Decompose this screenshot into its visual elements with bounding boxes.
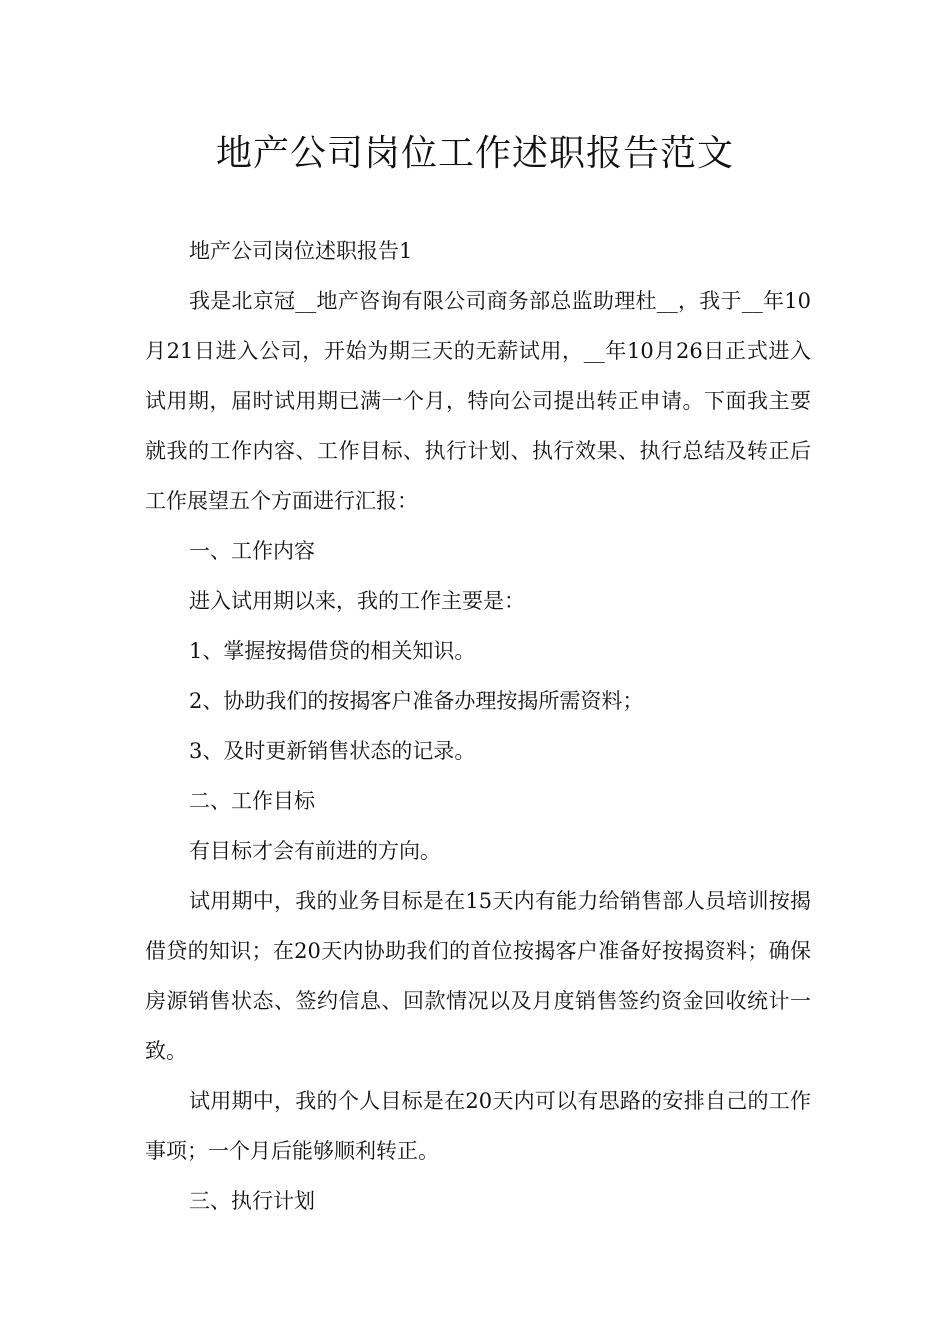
section-heading-work-content: 一、工作内容 bbox=[189, 539, 315, 563]
list-item-1: 1、掌握按揭借贷的相关知识。 bbox=[189, 639, 476, 663]
paragraph-personal-goals: 试用期中，我的个人目标是在20天内可以有思路的安排自己的工作事项；一个月后能够顺利转正。 bbox=[145, 1089, 811, 1163]
paragraph-report-heading: 地产公司岗位述职报告1 bbox=[189, 239, 413, 263]
document-title: 地产公司岗位工作述职报告范文 bbox=[215, 133, 734, 174]
list-item-3: 3、及时更新销售状态的记录。 bbox=[189, 739, 476, 763]
section-heading-execution-plan: 三、执行计划 bbox=[189, 1189, 315, 1213]
paragraph-goals-intro: 有目标才会有前进的方向。 bbox=[189, 839, 441, 863]
section-heading-work-goals: 二、工作目标 bbox=[189, 789, 315, 813]
paragraph-introduction: 我是北京冠__地产咨询有限公司商务部总监助理杜__，我于__年10月21日进入公司，开始为期三天的无薪试用，__年10月26日正式进入试用期，届时试用期已满一个月，特向公司提出转正申请。下面我主要就我的工作内容、工作目标、执行计划、执行效果、执行总结及转正后工作展望五个方面进行汇报： bbox=[145, 289, 811, 513]
paragraph-work-content-intro: 进入试用期以来，我的工作主要是： bbox=[189, 589, 525, 613]
list-item-2: 2、协助我们的按揭客户准备办理按揭所需资料； bbox=[189, 689, 644, 713]
document-body bbox=[145, 226, 811, 1226]
paragraph-business-goals: 试用期中，我的业务目标是在15天内有能力给销售部人员培训按揭借贷的知识；在20天内协助我们的首位按揭客户准备好按揭资料；确保房源销售状态、签约信息、回款情况以及月度销售签约资金回收统计一致。 bbox=[145, 889, 811, 1063]
